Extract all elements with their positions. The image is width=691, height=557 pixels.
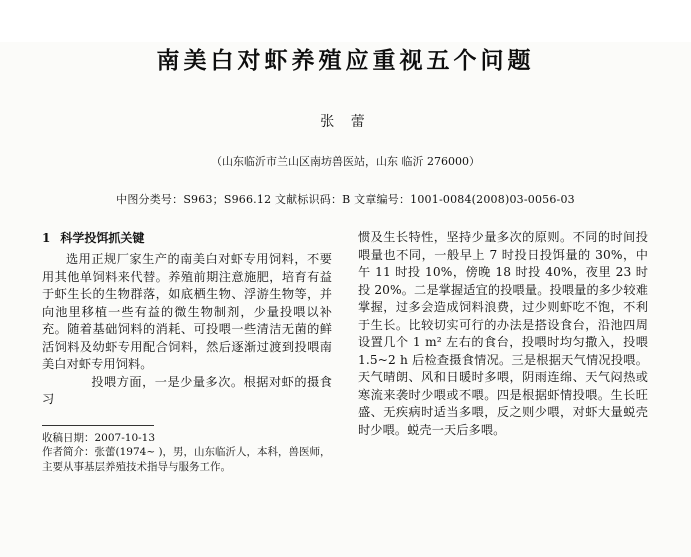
footnote-bio-line-1: 作者简介：张蕾(1974~ )，男，山东临沂人，本科，兽医师， (42, 446, 331, 458)
column-left (42, 229, 332, 474)
section-title: 科学投饵抓关键 (60, 231, 145, 245)
footnote-divider (42, 425, 154, 426)
footnote-received: 收稿日期：2007-10-13 (42, 431, 156, 444)
section-heading-1 (42, 229, 332, 246)
article-page (0, 42, 691, 557)
column-right (358, 229, 648, 474)
author-affiliation: （山东临沂市兰山区南坊兽医站，山东 临沂 276000） (211, 155, 480, 168)
author-name: 张 蕾 (320, 114, 371, 130)
footnote-bio-line-2: 主要从事基层养殖技术指导与服务工作。 (42, 460, 231, 473)
paragraph-1: 选用正规厂家生产的南美白对虾专用饲料，不要用其他单饲料来代替。养殖前期注意施肥，培育有益于虾生长的生物群落，如底栖生物、浮游生物等，并向池里移植一些有益的微生物制剂，少量投喂以补充。随着基础饲料的消耗、可投喂一些清洁无菌的鲜活饲料及幼虾专用配合饲料，然后逐渐过渡到投喂南美白对虾专用饲料。 (42, 252, 332, 371)
classification-line: 中图分类号：S963；S966.12 文献标识码：B 文章编号：1001-0084(2008)03-0056-03 (116, 193, 575, 206)
page-title: 南美白对虾养殖应重视五个问题 (156, 47, 535, 74)
paragraph-2-start: 投喂方面，一是少量多次。根据对虾的摄食习 (42, 374, 332, 406)
section-number: 1 (42, 231, 51, 245)
footnote-block (42, 419, 332, 475)
paragraph-2-continued: 惯及生长特性，坚持少量多次的原则。不同的时间投喂量也不同，一般早上 7 时投日投饵量的 30%，中午 11 时投 10%，傍晚 18 时投 40%，夜里 23 时投 20%。二是掌握适宜的投喂量。投喂量的多少较难掌握，过多会造成饲料浪费，过少则虾吃不饱，不利于生长。比较切实可行的办法是搭设食台，沿池四周设置几个 1 m² 左右的食台，投喂时均匀撒入，投喂 1.5~2 h 后检查摄食情况。三是根据天气情况投喂。天气晴朗、风和日暖时多喂，阴雨连绵、天气闷热或寒流来袭时少喂或不喂。四是根据虾情投喂。生长旺盛、无疾病时适当多喂，反之则少喂，对虾大量蜕壳时少喂。蜕壳一天后多喂。 (358, 230, 648, 437)
article-columns (42, 229, 649, 474)
